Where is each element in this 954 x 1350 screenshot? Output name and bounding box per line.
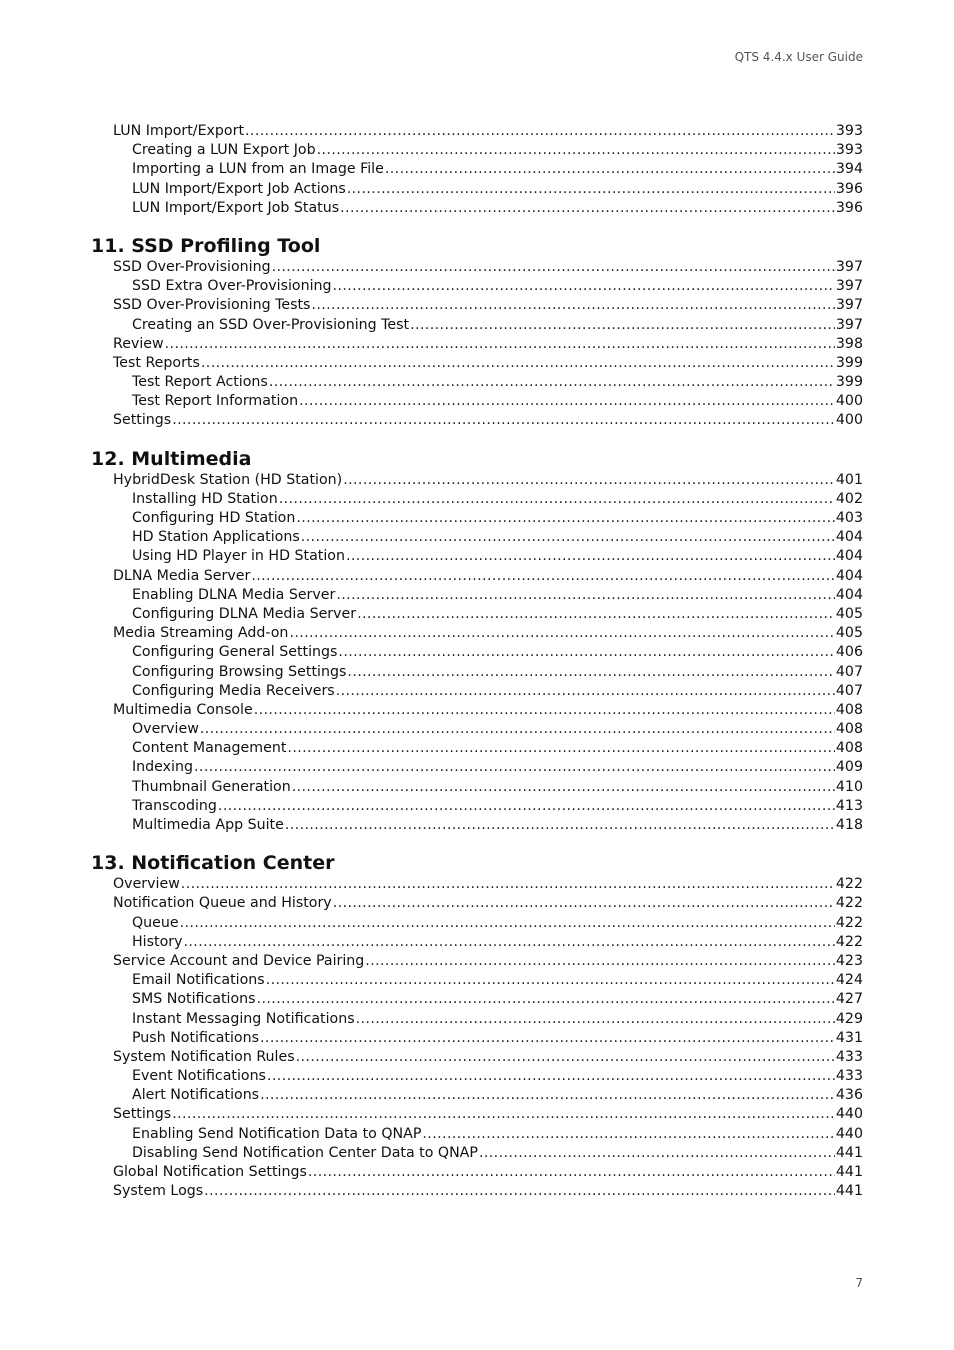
dot-leader bbox=[292, 778, 835, 797]
table-of-contents bbox=[91, 122, 863, 1201]
toc-subentry[interactable] bbox=[91, 586, 863, 605]
toc-subentry[interactable] bbox=[91, 528, 863, 547]
toc-entry-page: 422 bbox=[835, 876, 863, 893]
toc-entry[interactable] bbox=[91, 624, 863, 643]
toc-entry-title: SMS Notifications bbox=[132, 991, 256, 1008]
toc-section bbox=[91, 851, 863, 1201]
toc-entry-page: 393 bbox=[835, 123, 863, 139]
toc-entry-title: Installing HD Station bbox=[132, 490, 278, 507]
toc-entry-page: 399 bbox=[835, 354, 863, 371]
toc-entry-title: Settings bbox=[113, 1106, 172, 1123]
toc-entry-title: HD Station Applications bbox=[132, 529, 300, 546]
dot-leader bbox=[356, 1010, 835, 1029]
toc-entry-title: System Logs bbox=[113, 1183, 204, 1200]
toc-subentry[interactable] bbox=[91, 990, 863, 1009]
toc-entry-title: SSD Extra Over-Provisioning bbox=[132, 278, 332, 295]
dot-leader bbox=[204, 1182, 835, 1201]
toc-entry-title: Enabling DLNA Media Server bbox=[132, 586, 336, 603]
toc-entry-title: Multimedia Console bbox=[113, 701, 253, 718]
toc-subentry[interactable] bbox=[91, 1086, 863, 1105]
toc-entry-page: 422 bbox=[835, 933, 863, 950]
dot-leader bbox=[183, 933, 834, 952]
toc-entry-page: 398 bbox=[835, 335, 863, 352]
dot-leader bbox=[338, 643, 834, 662]
dot-leader bbox=[296, 509, 835, 528]
toc-entry-title: Configuring HD Station bbox=[132, 510, 296, 526]
toc-entry-page: 433 bbox=[835, 1048, 863, 1065]
toc-entry[interactable] bbox=[91, 701, 863, 720]
dot-leader bbox=[301, 528, 835, 547]
toc-entry[interactable] bbox=[91, 411, 863, 430]
toc-entry-title: Configuring Browsing Settings bbox=[132, 663, 347, 680]
dot-leader bbox=[308, 1163, 835, 1182]
dot-leader bbox=[267, 1067, 835, 1086]
toc-subentry[interactable] bbox=[91, 1125, 863, 1144]
dot-leader bbox=[289, 624, 834, 643]
page-number: 7 bbox=[855, 1276, 863, 1290]
toc-subentry[interactable] bbox=[91, 914, 863, 933]
dot-leader bbox=[357, 605, 835, 624]
dot-leader bbox=[346, 547, 835, 566]
toc-entry-title: Configuring Media Receivers bbox=[132, 682, 335, 699]
toc-entry-page: 404 bbox=[835, 586, 863, 603]
toc-entry-title: DLNA Media Server bbox=[113, 567, 251, 584]
toc-entry[interactable] bbox=[91, 354, 863, 373]
toc-subentry[interactable] bbox=[91, 180, 863, 199]
toc-entry-title: LUN Import/Export bbox=[113, 123, 245, 139]
toc-entry-title: Queue bbox=[132, 914, 179, 931]
dot-leader bbox=[266, 971, 835, 990]
toc-entry-page: 410 bbox=[835, 778, 863, 795]
toc-section bbox=[91, 447, 863, 836]
toc-entry-title: History bbox=[132, 933, 183, 950]
toc-entry-title: Test Report Information bbox=[132, 393, 299, 410]
toc-entry-page: 423 bbox=[835, 952, 863, 969]
dot-leader bbox=[410, 316, 835, 335]
toc-subentry[interactable] bbox=[91, 277, 863, 296]
dot-leader bbox=[269, 373, 835, 392]
toc-entry-title: Media Streaming Add-on bbox=[113, 625, 289, 642]
toc-sections bbox=[91, 234, 863, 1201]
dot-leader bbox=[343, 471, 835, 490]
dot-leader bbox=[257, 990, 835, 1009]
toc-entry-page: 397 bbox=[835, 297, 863, 314]
toc-entry-page: 403 bbox=[835, 510, 863, 526]
toc-subentry[interactable] bbox=[91, 643, 863, 662]
toc-entry-title: Service Account and Device Pairing bbox=[113, 952, 365, 969]
toc-entry-title: Instant Messaging Notifications bbox=[132, 1010, 355, 1027]
toc-entry-page: 397 bbox=[835, 278, 863, 295]
toc-subentry[interactable] bbox=[91, 392, 863, 411]
toc-entry-page: 407 bbox=[835, 663, 863, 680]
toc-subentry[interactable] bbox=[91, 682, 863, 701]
toc-subentry[interactable] bbox=[91, 509, 863, 528]
toc-entry-title: Configuring General Settings bbox=[132, 644, 338, 661]
dot-leader bbox=[200, 720, 835, 739]
toc-entry-title: Enabling Send Notification Data to QNAP bbox=[132, 1125, 422, 1142]
toc-subentry[interactable] bbox=[91, 1144, 863, 1163]
toc-entry-page: 441 bbox=[835, 1183, 863, 1200]
toc-entry-page: 400 bbox=[835, 393, 863, 410]
toc-section bbox=[91, 234, 863, 431]
toc-entry-title: Indexing bbox=[132, 759, 193, 776]
toc-subentry[interactable] bbox=[91, 739, 863, 758]
toc-entry-title: Notification Queue and History bbox=[113, 895, 332, 912]
toc-subentry[interactable] bbox=[91, 663, 863, 682]
toc-entry-page: 396 bbox=[835, 180, 863, 197]
toc-entry-title: HybridDesk Station (HD Station) bbox=[113, 471, 343, 488]
toc-entry[interactable] bbox=[91, 1048, 863, 1067]
toc-entry-page: 441 bbox=[835, 1144, 863, 1161]
toc-entry[interactable] bbox=[91, 894, 863, 913]
toc-entry-page: 408 bbox=[835, 721, 863, 738]
toc-entry-page: 431 bbox=[835, 1029, 863, 1046]
toc-subentry[interactable] bbox=[91, 373, 863, 392]
toc-entry[interactable] bbox=[91, 567, 863, 586]
toc-entry-page: 405 bbox=[835, 625, 863, 642]
toc-entry-title: Global Notification Settings bbox=[113, 1164, 307, 1180]
toc-entry-title: Test Reports bbox=[113, 354, 200, 371]
dot-leader bbox=[287, 739, 835, 758]
toc-entry-page: 440 bbox=[835, 1106, 863, 1123]
toc-entry[interactable] bbox=[91, 122, 863, 141]
section-heading[interactable]: 13. Notification Center bbox=[91, 852, 335, 875]
dot-leader bbox=[172, 1105, 835, 1124]
dot-leader bbox=[165, 335, 835, 354]
toc-entry-page: 406 bbox=[835, 644, 863, 661]
dot-leader bbox=[181, 875, 835, 894]
toc-entry[interactable] bbox=[91, 471, 863, 490]
toc-entry-title: Creating a LUN Export Job bbox=[132, 142, 316, 159]
dot-leader bbox=[336, 586, 835, 605]
toc-entry-page: 441 bbox=[835, 1164, 863, 1180]
toc-entry-title: Transcoding bbox=[132, 797, 217, 814]
toc-entry-title: Multimedia App Suite bbox=[132, 817, 284, 833]
toc-entry-title: Email Notifications bbox=[132, 972, 265, 989]
toc-entry-title: Using HD Player in HD Station bbox=[132, 548, 345, 565]
dot-leader bbox=[180, 914, 835, 933]
toc-entry-title: Disabling Send Notification Center Data to QNAP bbox=[132, 1144, 478, 1161]
toc-entry-page: 402 bbox=[835, 490, 863, 507]
dot-leader bbox=[194, 758, 835, 777]
toc-entry-title: Configuring DLNA Media Server bbox=[132, 605, 357, 622]
toc-entry-page: 404 bbox=[835, 567, 863, 584]
toc-entry[interactable] bbox=[91, 952, 863, 971]
toc-subentry[interactable] bbox=[91, 605, 863, 624]
dot-leader bbox=[365, 952, 835, 971]
toc-subentry[interactable] bbox=[91, 933, 863, 952]
toc-entry[interactable] bbox=[91, 1105, 863, 1124]
toc-entry[interactable] bbox=[91, 296, 863, 315]
toc-entry-page: 399 bbox=[835, 374, 863, 391]
toc-entry-page: 408 bbox=[835, 701, 863, 718]
dot-leader bbox=[260, 1086, 835, 1105]
toc-entry-page: 427 bbox=[835, 991, 863, 1008]
dot-leader bbox=[201, 354, 835, 373]
toc-subentry[interactable] bbox=[91, 547, 863, 566]
toc-entry-page: 405 bbox=[835, 605, 863, 622]
toc-entry-page: 408 bbox=[835, 740, 863, 757]
toc-subentry[interactable] bbox=[91, 199, 863, 218]
dot-leader bbox=[245, 122, 835, 141]
dot-leader bbox=[422, 1125, 835, 1144]
toc-subentry[interactable] bbox=[91, 971, 863, 990]
toc-entry-page: 424 bbox=[835, 972, 863, 989]
toc-entry-page: 409 bbox=[835, 759, 863, 776]
dot-leader bbox=[333, 894, 835, 913]
toc-entry-title: SSD Over-Provisioning Tests bbox=[113, 297, 311, 314]
toc-entry-page: 400 bbox=[835, 412, 863, 429]
toc-entry[interactable] bbox=[91, 1182, 863, 1201]
toc-subentry[interactable] bbox=[91, 490, 863, 509]
toc-entry-page: 422 bbox=[835, 914, 863, 931]
toc-entry-title: Overview bbox=[132, 721, 199, 738]
toc-entry-page: 429 bbox=[835, 1010, 863, 1027]
dot-leader bbox=[333, 277, 835, 296]
dot-leader bbox=[218, 797, 835, 816]
toc-entry-title: Event Notifications bbox=[132, 1068, 266, 1085]
toc-entry-title: Alert Notifications bbox=[132, 1087, 260, 1104]
toc-subentry[interactable] bbox=[91, 1010, 863, 1029]
toc-entry-page: 396 bbox=[835, 199, 863, 216]
toc-entry-title: Creating an SSD Over-Provisioning Test bbox=[132, 316, 410, 333]
section-heading[interactable]: 11. SSD Profiling Tool bbox=[91, 234, 321, 257]
toc-subentry[interactable] bbox=[91, 141, 863, 160]
dot-leader bbox=[479, 1144, 835, 1163]
dot-leader bbox=[172, 411, 835, 430]
toc-entry-title: Settings bbox=[113, 412, 172, 429]
toc-subentry[interactable] bbox=[91, 1067, 863, 1086]
dot-leader bbox=[340, 199, 835, 218]
toc-entry-page: 436 bbox=[835, 1087, 863, 1104]
toc-entry-page: 397 bbox=[835, 258, 863, 275]
toc-entry-page: 433 bbox=[835, 1068, 863, 1085]
toc-entry-title: Thumbnail Generation bbox=[132, 778, 291, 795]
dot-leader bbox=[285, 816, 835, 835]
toc-subentry[interactable] bbox=[91, 720, 863, 739]
dot-leader bbox=[317, 141, 835, 160]
toc-entry[interactable] bbox=[91, 258, 863, 277]
toc-entry-page: 404 bbox=[835, 548, 863, 565]
dot-leader bbox=[272, 258, 835, 277]
toc-entry-page: 404 bbox=[835, 529, 863, 546]
toc-entry-title: Overview bbox=[113, 876, 180, 893]
toc-entry[interactable] bbox=[91, 335, 863, 354]
toc-entry-title: System Notification Rules bbox=[113, 1048, 295, 1065]
dot-leader bbox=[299, 392, 835, 411]
toc-subentry[interactable] bbox=[91, 797, 863, 816]
toc-entry-title: Content Management bbox=[132, 740, 287, 757]
dot-leader bbox=[279, 490, 835, 509]
document-header: QTS 4.4.x User Guide bbox=[734, 50, 863, 64]
toc-entry-title: Importing a LUN from an Image File bbox=[132, 161, 384, 178]
toc-entry-title: Push Notifications bbox=[132, 1029, 259, 1046]
dot-leader bbox=[347, 180, 835, 199]
toc-entry[interactable] bbox=[91, 875, 863, 894]
toc-entry-page: 413 bbox=[835, 797, 863, 814]
toc-subentry[interactable] bbox=[91, 816, 863, 835]
toc-entry-title: LUN Import/Export Job Actions bbox=[132, 180, 346, 197]
toc-subentry[interactable] bbox=[91, 758, 863, 777]
toc-subentry[interactable] bbox=[91, 316, 863, 335]
toc-subentry[interactable] bbox=[91, 778, 863, 797]
toc-entry-page: 393 bbox=[835, 142, 863, 159]
toc-entry-page: 401 bbox=[835, 471, 863, 488]
toc-subentry[interactable] bbox=[91, 1029, 863, 1048]
dot-leader bbox=[254, 701, 835, 720]
toc-entry[interactable] bbox=[91, 1163, 863, 1182]
continued-entries bbox=[91, 122, 863, 218]
dot-leader bbox=[311, 296, 834, 315]
dot-leader bbox=[347, 663, 835, 682]
section-heading[interactable]: 12. Multimedia bbox=[91, 447, 252, 470]
toc-entry-title: Review bbox=[113, 335, 164, 352]
toc-subentry[interactable] bbox=[91, 160, 863, 179]
dot-leader bbox=[260, 1029, 835, 1048]
toc-entry-page: 394 bbox=[835, 161, 863, 178]
toc-entry-page: 440 bbox=[835, 1125, 863, 1142]
toc-entry-title: LUN Import/Export Job Status bbox=[132, 199, 340, 216]
toc-entry-page: 418 bbox=[835, 817, 863, 833]
toc-entry-title: Test Report Actions bbox=[132, 374, 268, 391]
toc-entry-page: 407 bbox=[835, 682, 863, 699]
toc-entry-page: 397 bbox=[835, 316, 863, 333]
toc-entry-page: 422 bbox=[835, 895, 863, 912]
dot-leader bbox=[296, 1048, 835, 1067]
toc-entry-title: SSD Over-Provisioning bbox=[113, 258, 271, 275]
dot-leader bbox=[336, 682, 835, 701]
dot-leader bbox=[251, 567, 835, 586]
dot-leader bbox=[385, 160, 835, 179]
